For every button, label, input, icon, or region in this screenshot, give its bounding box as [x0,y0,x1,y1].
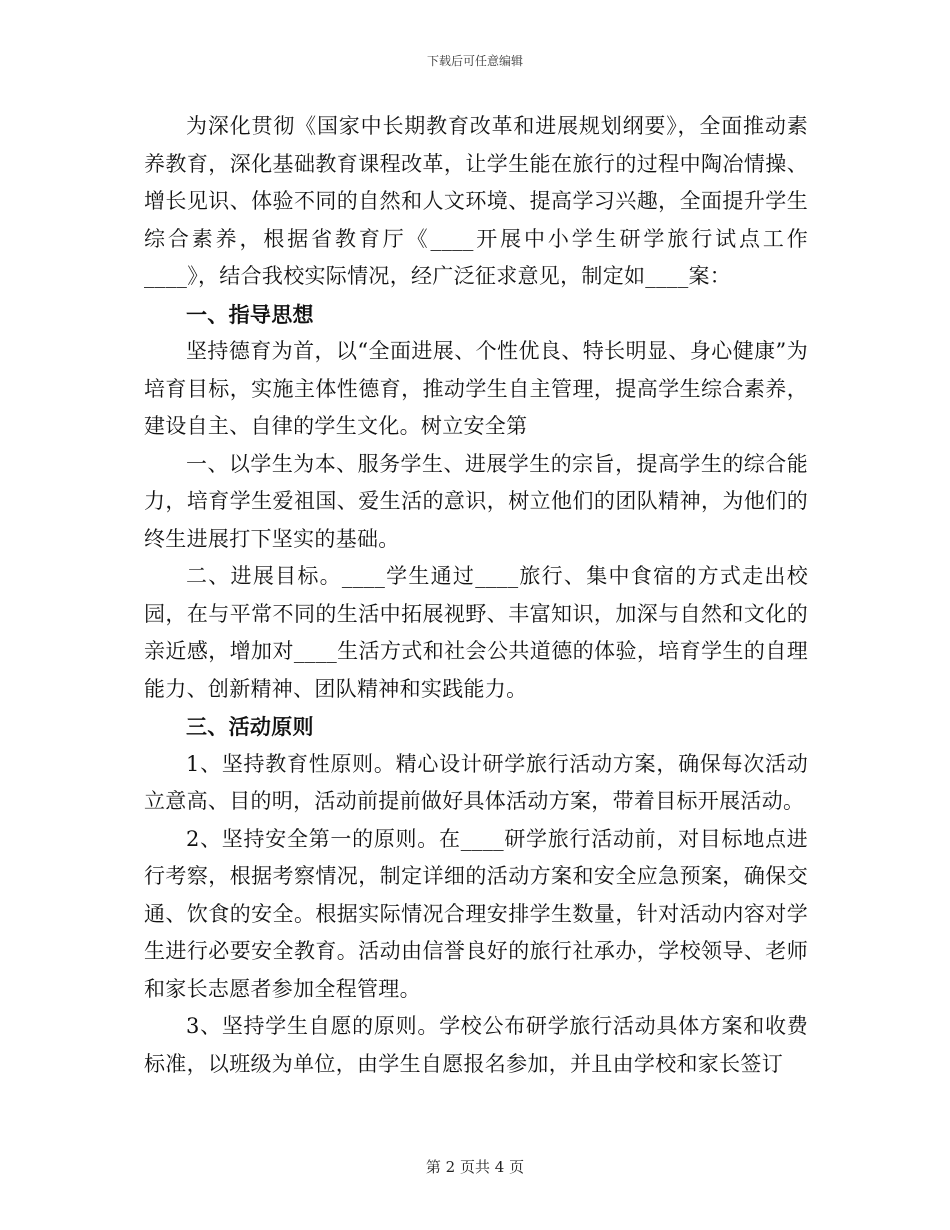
principle-educational: 1、坚持教育性原则。精心设计研学旅行活动方案，确保每次活动立意高、目的明，活动前提前做好具体活动方案，带着目标开展活动。 [144,751,808,813]
intro-paragraph: 为深化贯彻《国家中长期教育改革和进展规划纲要》，全面推动素养教育，深化基础教育课程改革，让学生能在旅行的过程中陶冶情操、增长见识、体验不同的自然和人文环境、提高学习兴趣，全面提升学生综合素养，根据省教育厅《____开展中小学生研学旅行试点工作____》，结合我校实际情况，经广泛征求意见，制定如____案： [144,114,808,288]
principle-safety-first: 2、坚持安全第一的原则。在____研学旅行活动前，对目标地点进行考察，根据考察情况，制定详细的活动方案和安全应急预案，确保交通、饮食的安全。根据实际情况合理安排学生数量，针对活动内容对学生进行必要安全教育。活动由信誉良好的旅行社承办，学校领导、老师和家长志愿者参加全程管理。 [144,826,808,1001]
section-heading-activity-principles: 三、活动原则 [186,714,314,739]
paragraph-student-centered: 一、以学生为本、服务学生、进展学生的宗旨，提高学生的综合能力，培育学生爱祖国、爱生活的意识，树立他们的团队精神，为他们的终生进展打下坚实的基础。 [144,451,808,551]
principle-voluntary: 3、坚持学生自愿的原则。学校公布研学旅行活动具体方案和收费标准，以班级为单位，由学生自愿报名参加，并且由学校和家长签订 [144,1014,808,1076]
section-heading-guiding-ideology: 一、指导思想 [186,301,314,327]
paragraph-development-goals: 二、进展目标。____学生通过____旅行、集中食宿的方式走出校园，在与平常不同的生活中拓展视野、丰富知识，加深与自然和文化的亲近感，增加对____生活方式和社会公共道德的体验，培育学生的自理能力、创新精神、团队精神和实践能力。 [144,564,808,701]
page-header-note: 下载后可任意编辑 [426,54,523,68]
document-body [144,108,808,1083]
paragraph-moral-education: 坚持德育为首，以“全面进展、个性优良、特长明显、身心健康”为培育目标，实施主体性德育，推动学生自主管理，提高学生综合素养，建设自主、自律的学生文化。树立安全第 [144,339,808,438]
page-number: 第 2 页共 4 页 [425,1158,525,1176]
